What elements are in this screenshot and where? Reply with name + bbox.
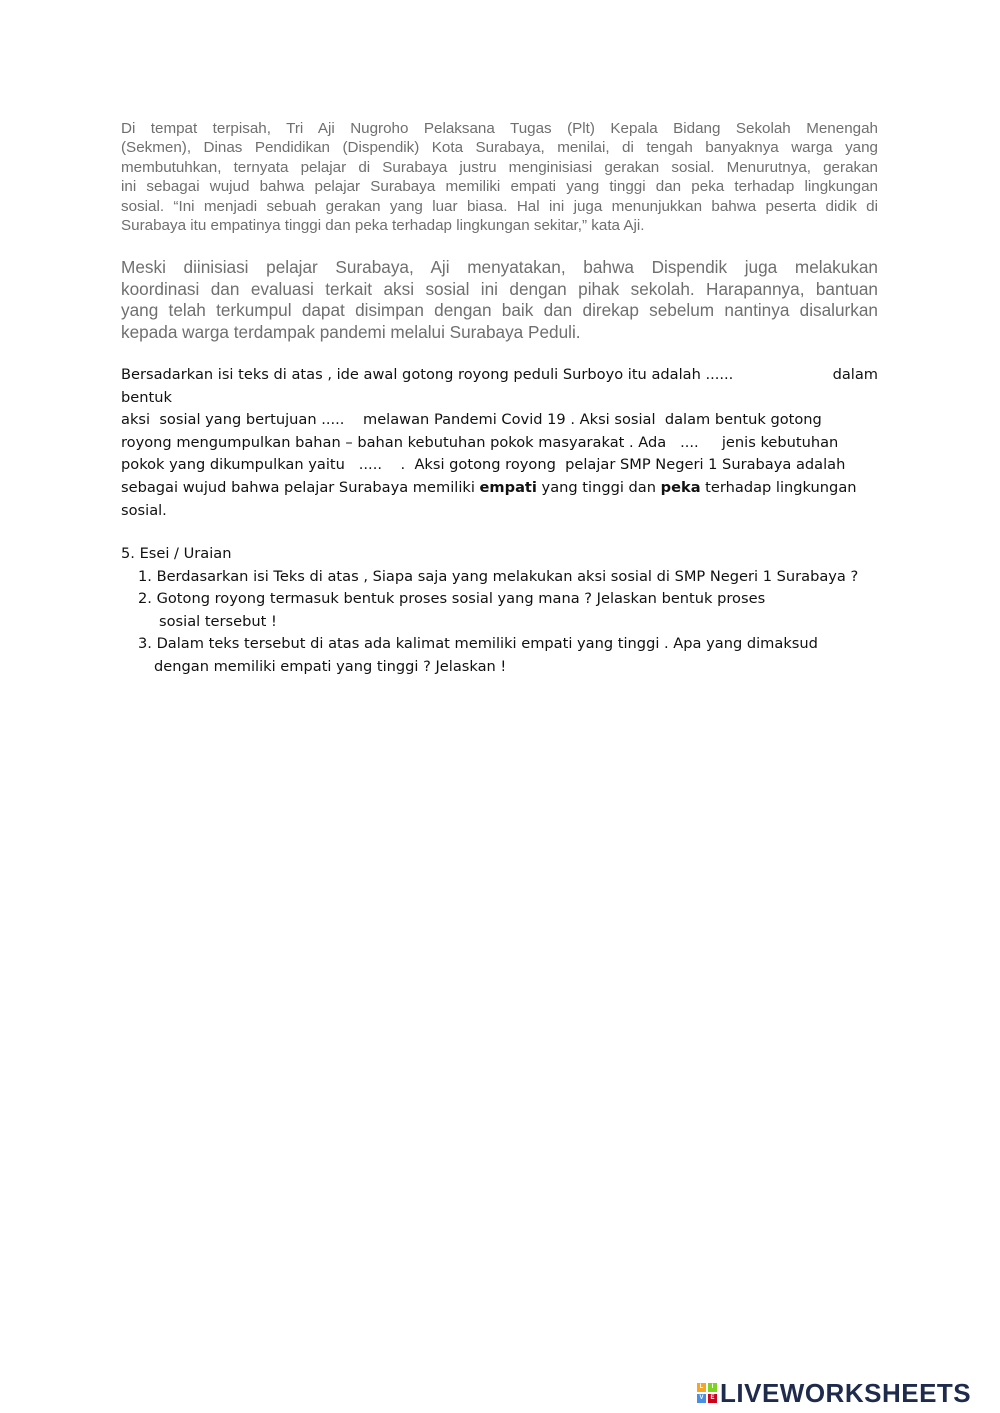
cloze-line-3: aksi sosial yang bertujuan ..... melawan Pandemi Covid 19 . Aksi sosial dalam bentuk gotong (121, 411, 822, 429)
essay-question-2-continued: sosial tersebut ! (159, 612, 277, 630)
cloze-line-4: royong mengumpulkan bahan – bahan kebutuhan pokok masyarakat . Ada .... jenis kebutuhan (121, 433, 839, 451)
logo-mark-tile: I (708, 1383, 717, 1392)
cloze-text: yang tinggi dan (536, 478, 661, 496)
article-line: yang telah terkumpul dapat disimpan dengan baik dan direkap sebelum nantinya disalurkan (121, 300, 878, 321)
cloze-text: sebagai wujud bahwa pelajar Surabaya memiliki (121, 478, 480, 496)
article-line: membutuhkan, ternyata pelajar di Surabaya justru menginisiasi gerakan sosial. Menurutnya, gerakan (121, 158, 878, 176)
article-line: ini sebagai wujud bahwa pelajar Surabaya memiliki empati yang tinggi dan peka terhadap lingkungan (121, 178, 878, 196)
logo-text: LIVEWORKSHEETS (720, 1377, 972, 1408)
essay-question-2: 2. Gotong royong termasuk bentuk proses sosial yang mana ? Jelaskan bentuk proses (138, 590, 766, 608)
cloze-line-6 (121, 477, 881, 500)
article-line: sosial. “Ini menjadi sebuah gerakan yang luar biasa. Hal ini juga menunjukkan bahwa peserta didik di (121, 197, 878, 215)
article-paragraph-1 (121, 119, 878, 235)
liveworksheets-logo (697, 1378, 971, 1408)
logo-mark-tile: V (697, 1394, 706, 1403)
article-paragraph-2 (121, 257, 878, 343)
cloze-text: dalam (832, 366, 878, 383)
cloze-line-7: sosial. (121, 501, 167, 519)
keyword-empati: empati (479, 478, 537, 496)
cloze-line-1 (121, 364, 878, 387)
article-line: Surabaya itu empatinya tinggi dan peka terhadap lingkungan sekitar,” kata Aji. (121, 217, 645, 235)
logo-mark-icon (697, 1383, 717, 1403)
logo-mark-tile: E (708, 1394, 717, 1403)
article-line: koordinasi dan evaluasi terkait aksi sosial ini dengan pihak sekolah. Harapannya, bantuan (121, 278, 878, 299)
essay-heading: 5. Esei / Uraian (121, 545, 232, 562)
article-line: Meski diinisiasi pelajar Surabaya, Aji menyatakan, bahwa Dispendik juga melakukan (121, 257, 878, 277)
essay-section (121, 543, 881, 679)
essay-question-3: 3. Dalam teks tersebut di atas ada kalimat memiliki empati yang tinggi . Apa yang dimaksud (138, 635, 818, 653)
essay-question-3-continued: dengan memiliki empati yang tinggi ? Jelaskan ! (154, 657, 507, 675)
cloze-line-2: bentuk (121, 388, 172, 406)
essay-question-1: 1. Berdasarkan isi Teks di atas , Siapa saja yang melakukan aksi sosial di SMP Negeri 1 Surabaya ? (138, 567, 859, 585)
article-line: (Sekmen), Dinas Pendidikan (Dispendik) Kota Surabaya, menilai, di tengah banyaknya warga yang (121, 139, 878, 157)
article-line: Di tempat terpisah, Tri Aji Nugroho Pelaksana Tugas (Plt) Kepala Bidang Sekolah Menengah (121, 120, 878, 137)
keyword-peka: peka (660, 478, 701, 496)
logo-mark-tile: L (697, 1383, 706, 1392)
cloze-line-5: pokok yang dikumpulkan yaitu ..... . Aksi gotong royong pelajar SMP Negeri 1 Surabaya adalah (121, 456, 846, 474)
cloze-text: Bersadarkan isi teks di atas , ide awal gotong royong peduli Surboyo itu adalah ...... (121, 366, 734, 383)
article-line: kepada warga terdampak pandemi melalui Surabaya Peduli. (121, 321, 581, 342)
cloze-exercise (121, 364, 881, 522)
cloze-text: terhadap lingkungan (700, 478, 857, 496)
